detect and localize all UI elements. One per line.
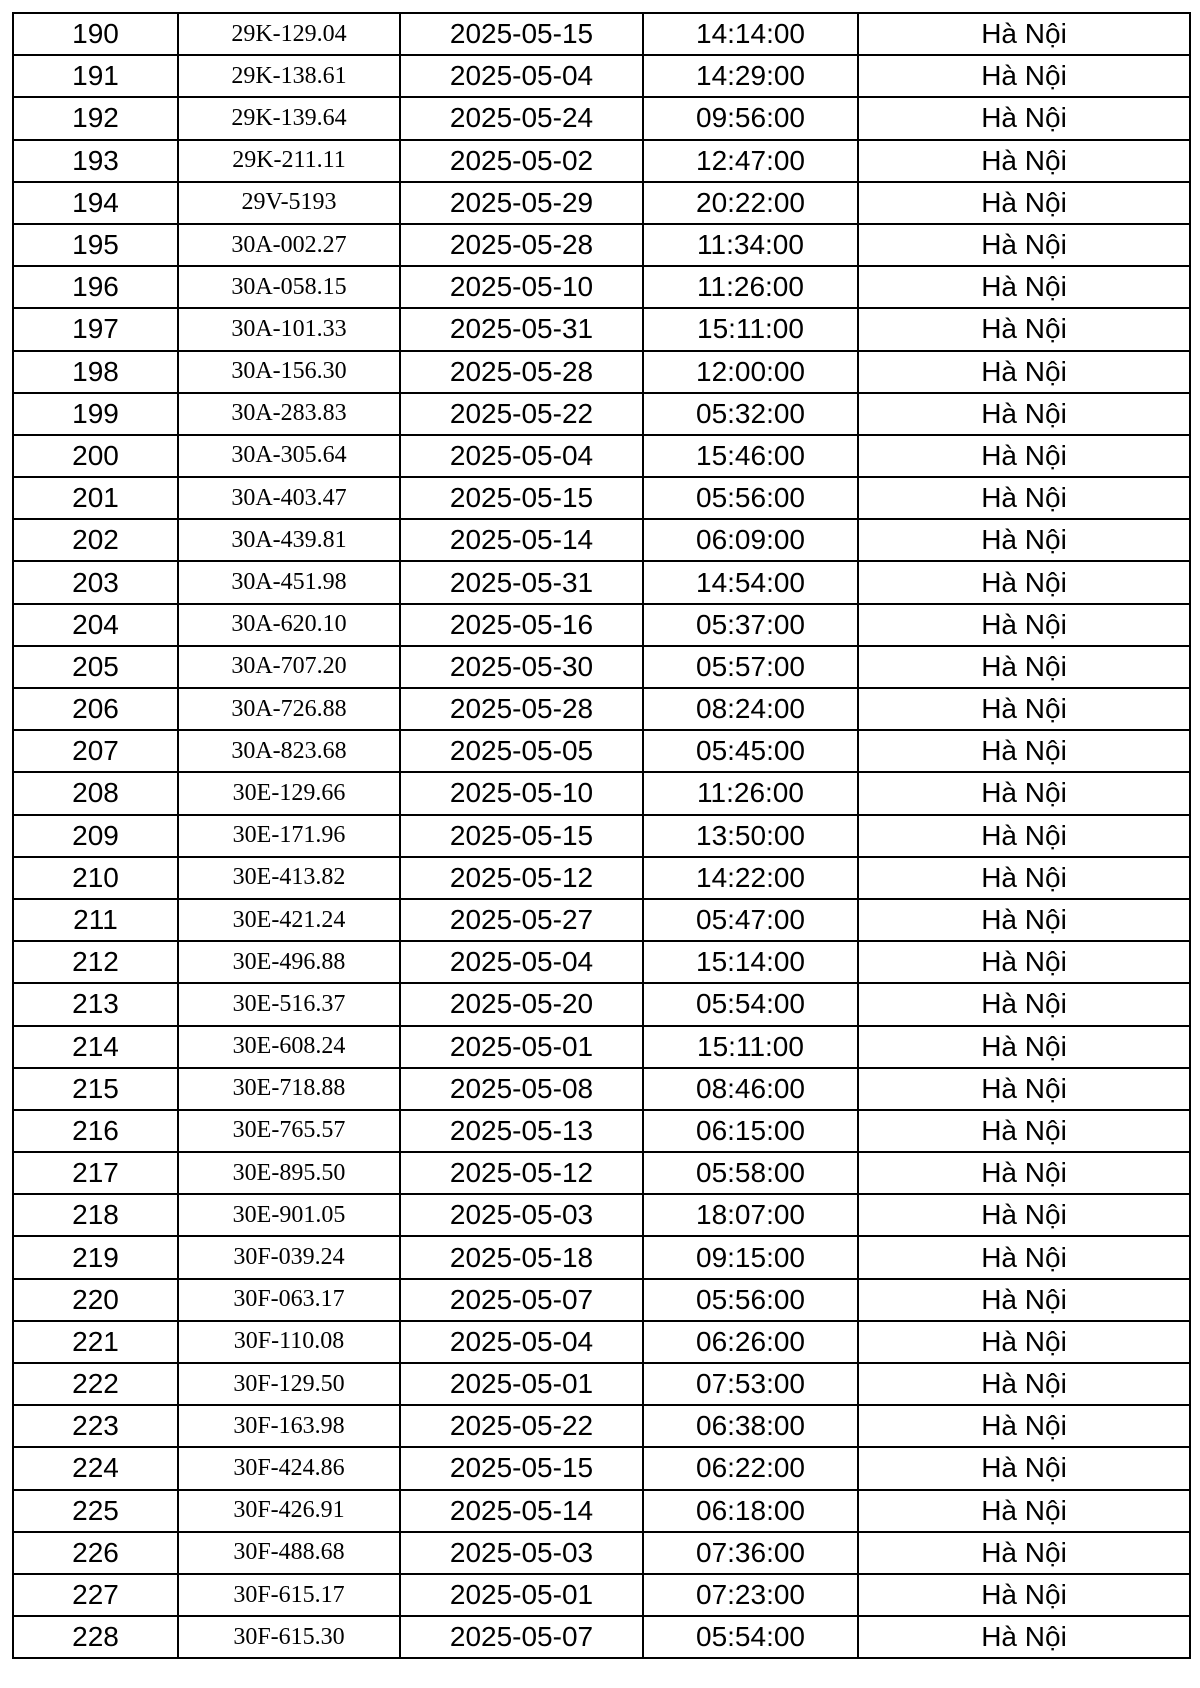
license-plate-cell: 30A-002.27 — [178, 224, 400, 266]
row-number-cell: 215 — [13, 1068, 178, 1110]
license-plate-cell: 30A-726.88 — [178, 688, 400, 730]
table-row — [13, 351, 1190, 393]
row-number-cell: 200 — [13, 435, 178, 477]
license-plate-cell: 30E-901.05 — [178, 1194, 400, 1236]
table-row — [13, 1194, 1190, 1236]
license-plate-cell: 30E-421.24 — [178, 899, 400, 941]
time-cell: 15:11:00 — [643, 308, 858, 350]
location-cell: Hà Nội — [858, 1532, 1190, 1574]
license-plate-cell: 30A-620.10 — [178, 604, 400, 646]
table-row — [13, 688, 1190, 730]
row-number-cell: 198 — [13, 351, 178, 393]
time-cell: 06:22:00 — [643, 1447, 858, 1489]
location-cell: Hà Nội — [858, 1068, 1190, 1110]
table-row — [13, 519, 1190, 561]
date-cell: 2025-05-16 — [400, 604, 643, 646]
table-row — [13, 941, 1190, 983]
location-cell: Hà Nội — [858, 55, 1190, 97]
license-plate-cell: 30E-765.57 — [178, 1110, 400, 1152]
location-cell: Hà Nội — [858, 899, 1190, 941]
location-cell: Hà Nội — [858, 1363, 1190, 1405]
license-plate-cell: 30A-156.30 — [178, 351, 400, 393]
table-row — [13, 1321, 1190, 1363]
time-cell: 05:37:00 — [643, 604, 858, 646]
location-cell: Hà Nội — [858, 1110, 1190, 1152]
table-row — [13, 730, 1190, 772]
row-number-cell: 194 — [13, 182, 178, 224]
row-number-cell: 217 — [13, 1152, 178, 1194]
time-cell: 06:15:00 — [643, 1110, 858, 1152]
row-number-cell: 208 — [13, 772, 178, 814]
license-plate-cell: 30E-895.50 — [178, 1152, 400, 1194]
date-cell: 2025-05-04 — [400, 435, 643, 477]
violations-table — [12, 12, 1191, 1659]
date-cell: 2025-05-29 — [400, 182, 643, 224]
location-cell: Hà Nội — [858, 772, 1190, 814]
date-cell: 2025-05-04 — [400, 1321, 643, 1363]
time-cell: 06:18:00 — [643, 1490, 858, 1532]
row-number-cell: 210 — [13, 857, 178, 899]
date-cell: 2025-05-24 — [400, 97, 643, 139]
table-row — [13, 1616, 1190, 1658]
row-number-cell: 222 — [13, 1363, 178, 1405]
row-number-cell: 207 — [13, 730, 178, 772]
license-plate-cell: 30A-283.83 — [178, 393, 400, 435]
location-cell: Hà Nội — [858, 393, 1190, 435]
date-cell: 2025-05-08 — [400, 1068, 643, 1110]
time-cell: 05:54:00 — [643, 1616, 858, 1658]
location-cell: Hà Nội — [858, 1026, 1190, 1068]
license-plate-cell: 30E-516.37 — [178, 983, 400, 1025]
time-cell: 05:54:00 — [643, 983, 858, 1025]
table-row — [13, 1152, 1190, 1194]
license-plate-cell: 30E-496.88 — [178, 941, 400, 983]
time-cell: 05:47:00 — [643, 899, 858, 941]
date-cell: 2025-05-28 — [400, 351, 643, 393]
license-plate-cell: 30A-403.47 — [178, 477, 400, 519]
row-number-cell: 213 — [13, 983, 178, 1025]
row-number-cell: 201 — [13, 477, 178, 519]
location-cell: Hà Nội — [858, 266, 1190, 308]
time-cell: 11:26:00 — [643, 266, 858, 308]
row-number-cell: 195 — [13, 224, 178, 266]
date-cell: 2025-05-12 — [400, 1152, 643, 1194]
table-row — [13, 899, 1190, 941]
license-plate-cell: 30E-171.96 — [178, 815, 400, 857]
table-row — [13, 1490, 1190, 1532]
row-number-cell: 228 — [13, 1616, 178, 1658]
location-cell: Hà Nội — [858, 1194, 1190, 1236]
license-plate-cell: 30A-707.20 — [178, 646, 400, 688]
location-cell: Hà Nội — [858, 308, 1190, 350]
location-cell: Hà Nội — [858, 1321, 1190, 1363]
table-row — [13, 140, 1190, 182]
location-cell: Hà Nội — [858, 519, 1190, 561]
date-cell: 2025-05-15 — [400, 477, 643, 519]
location-cell: Hà Nội — [858, 1152, 1190, 1194]
license-plate-cell: 30E-608.24 — [178, 1026, 400, 1068]
location-cell: Hà Nội — [858, 604, 1190, 646]
time-cell: 14:54:00 — [643, 561, 858, 603]
date-cell: 2025-05-15 — [400, 815, 643, 857]
table-row — [13, 13, 1190, 55]
location-cell: Hà Nội — [858, 140, 1190, 182]
time-cell: 09:15:00 — [643, 1236, 858, 1278]
table-row — [13, 1026, 1190, 1068]
location-cell: Hà Nội — [858, 1279, 1190, 1321]
row-number-cell: 227 — [13, 1574, 178, 1616]
table-row — [13, 435, 1190, 477]
date-cell: 2025-05-15 — [400, 13, 643, 55]
date-cell: 2025-05-12 — [400, 857, 643, 899]
table-row — [13, 266, 1190, 308]
row-number-cell: 224 — [13, 1447, 178, 1489]
license-plate-cell: 30A-451.98 — [178, 561, 400, 603]
date-cell: 2025-05-03 — [400, 1532, 643, 1574]
table-body — [13, 13, 1190, 1658]
time-cell: 06:09:00 — [643, 519, 858, 561]
license-plate-cell: 30A-823.68 — [178, 730, 400, 772]
license-plate-cell: 29K-138.61 — [178, 55, 400, 97]
time-cell: 08:24:00 — [643, 688, 858, 730]
license-plate-cell: 29V-5193 — [178, 182, 400, 224]
time-cell: 15:11:00 — [643, 1026, 858, 1068]
location-cell: Hà Nội — [858, 1490, 1190, 1532]
location-cell: Hà Nội — [858, 1447, 1190, 1489]
row-number-cell: 223 — [13, 1405, 178, 1447]
time-cell: 05:56:00 — [643, 1279, 858, 1321]
location-cell: Hà Nội — [858, 561, 1190, 603]
license-plate-cell: 30A-058.15 — [178, 266, 400, 308]
table-row — [13, 857, 1190, 899]
table-row — [13, 224, 1190, 266]
time-cell: 12:47:00 — [643, 140, 858, 182]
date-cell: 2025-05-15 — [400, 1447, 643, 1489]
license-plate-cell: 30A-305.64 — [178, 435, 400, 477]
row-number-cell: 219 — [13, 1236, 178, 1278]
time-cell: 13:50:00 — [643, 815, 858, 857]
table-row — [13, 1447, 1190, 1489]
row-number-cell: 205 — [13, 646, 178, 688]
location-cell: Hà Nội — [858, 182, 1190, 224]
date-cell: 2025-05-18 — [400, 1236, 643, 1278]
date-cell: 2025-05-04 — [400, 941, 643, 983]
license-plate-cell: 30F-063.17 — [178, 1279, 400, 1321]
date-cell: 2025-05-31 — [400, 308, 643, 350]
license-plate-cell: 30E-413.82 — [178, 857, 400, 899]
table-row — [13, 182, 1190, 224]
license-plate-cell: 30F-615.17 — [178, 1574, 400, 1616]
license-plate-cell: 30F-615.30 — [178, 1616, 400, 1658]
date-cell: 2025-05-10 — [400, 772, 643, 814]
time-cell: 05:58:00 — [643, 1152, 858, 1194]
table-row — [13, 772, 1190, 814]
time-cell: 14:22:00 — [643, 857, 858, 899]
location-cell: Hà Nội — [858, 857, 1190, 899]
time-cell: 05:56:00 — [643, 477, 858, 519]
row-number-cell: 193 — [13, 140, 178, 182]
date-cell: 2025-05-27 — [400, 899, 643, 941]
row-number-cell: 220 — [13, 1279, 178, 1321]
date-cell: 2025-05-04 — [400, 55, 643, 97]
location-cell: Hà Nội — [858, 983, 1190, 1025]
time-cell: 07:53:00 — [643, 1363, 858, 1405]
time-cell: 09:56:00 — [643, 97, 858, 139]
license-plate-cell: 30F-129.50 — [178, 1363, 400, 1405]
table-row — [13, 393, 1190, 435]
time-cell: 11:26:00 — [643, 772, 858, 814]
location-cell: Hà Nội — [858, 1405, 1190, 1447]
table-row — [13, 1532, 1190, 1574]
time-cell: 07:23:00 — [643, 1574, 858, 1616]
location-cell: Hà Nội — [858, 815, 1190, 857]
row-number-cell: 212 — [13, 941, 178, 983]
time-cell: 12:00:00 — [643, 351, 858, 393]
date-cell: 2025-05-13 — [400, 1110, 643, 1152]
row-number-cell: 221 — [13, 1321, 178, 1363]
date-cell: 2025-05-22 — [400, 393, 643, 435]
date-cell: 2025-05-10 — [400, 266, 643, 308]
table-row — [13, 1110, 1190, 1152]
license-plate-cell: 30F-424.86 — [178, 1447, 400, 1489]
location-cell: Hà Nội — [858, 1236, 1190, 1278]
table-row — [13, 604, 1190, 646]
location-cell: Hà Nội — [858, 646, 1190, 688]
license-plate-cell: 30E-129.66 — [178, 772, 400, 814]
license-plate-cell: 30E-718.88 — [178, 1068, 400, 1110]
row-number-cell: 218 — [13, 1194, 178, 1236]
row-number-cell: 202 — [13, 519, 178, 561]
row-number-cell: 209 — [13, 815, 178, 857]
license-plate-cell: 30F-110.08 — [178, 1321, 400, 1363]
date-cell: 2025-05-01 — [400, 1026, 643, 1068]
location-cell: Hà Nội — [858, 435, 1190, 477]
location-cell: Hà Nội — [858, 1616, 1190, 1658]
location-cell: Hà Nội — [858, 688, 1190, 730]
row-number-cell: 192 — [13, 97, 178, 139]
row-number-cell: 216 — [13, 1110, 178, 1152]
row-number-cell: 197 — [13, 308, 178, 350]
table-row — [13, 477, 1190, 519]
location-cell: Hà Nội — [858, 224, 1190, 266]
date-cell: 2025-05-22 — [400, 1405, 643, 1447]
table-row — [13, 308, 1190, 350]
table-row — [13, 815, 1190, 857]
time-cell: 15:14:00 — [643, 941, 858, 983]
row-number-cell: 214 — [13, 1026, 178, 1068]
time-cell: 05:32:00 — [643, 393, 858, 435]
table-row — [13, 1279, 1190, 1321]
row-number-cell: 225 — [13, 1490, 178, 1532]
table-row — [13, 1574, 1190, 1616]
time-cell: 07:36:00 — [643, 1532, 858, 1574]
table-row — [13, 1068, 1190, 1110]
row-number-cell: 191 — [13, 55, 178, 97]
table-row — [13, 1405, 1190, 1447]
license-plate-cell: 29K-129.04 — [178, 13, 400, 55]
row-number-cell: 226 — [13, 1532, 178, 1574]
table-row — [13, 55, 1190, 97]
row-number-cell: 204 — [13, 604, 178, 646]
date-cell: 2025-05-14 — [400, 519, 643, 561]
time-cell: 05:57:00 — [643, 646, 858, 688]
table-row — [13, 646, 1190, 688]
date-cell: 2025-05-02 — [400, 140, 643, 182]
time-cell: 06:26:00 — [643, 1321, 858, 1363]
license-plate-cell: 30A-101.33 — [178, 308, 400, 350]
location-cell: Hà Nội — [858, 941, 1190, 983]
date-cell: 2025-05-03 — [400, 1194, 643, 1236]
time-cell: 08:46:00 — [643, 1068, 858, 1110]
time-cell: 15:46:00 — [643, 435, 858, 477]
table-row — [13, 1363, 1190, 1405]
time-cell: 14:14:00 — [643, 13, 858, 55]
date-cell: 2025-05-31 — [400, 561, 643, 603]
license-plate-cell: 29K-211.11 — [178, 140, 400, 182]
license-plate-cell: 30A-439.81 — [178, 519, 400, 561]
time-cell: 05:45:00 — [643, 730, 858, 772]
date-cell: 2025-05-07 — [400, 1279, 643, 1321]
license-plate-cell: 30F-426.91 — [178, 1490, 400, 1532]
row-number-cell: 203 — [13, 561, 178, 603]
row-number-cell: 199 — [13, 393, 178, 435]
row-number-cell: 190 — [13, 13, 178, 55]
row-number-cell: 206 — [13, 688, 178, 730]
location-cell: Hà Nội — [858, 1574, 1190, 1616]
license-plate-cell: 30F-488.68 — [178, 1532, 400, 1574]
location-cell: Hà Nội — [858, 97, 1190, 139]
time-cell: 18:07:00 — [643, 1194, 858, 1236]
date-cell: 2025-05-20 — [400, 983, 643, 1025]
date-cell: 2025-05-01 — [400, 1574, 643, 1616]
date-cell: 2025-05-14 — [400, 1490, 643, 1532]
date-cell: 2025-05-28 — [400, 224, 643, 266]
date-cell: 2025-05-07 — [400, 1616, 643, 1658]
location-cell: Hà Nội — [858, 730, 1190, 772]
row-number-cell: 196 — [13, 266, 178, 308]
location-cell: Hà Nội — [858, 351, 1190, 393]
time-cell: 20:22:00 — [643, 182, 858, 224]
location-cell: Hà Nội — [858, 477, 1190, 519]
date-cell: 2025-05-28 — [400, 688, 643, 730]
time-cell: 11:34:00 — [643, 224, 858, 266]
location-cell: Hà Nội — [858, 13, 1190, 55]
table-row — [13, 561, 1190, 603]
time-cell: 06:38:00 — [643, 1405, 858, 1447]
table-row — [13, 1236, 1190, 1278]
table-row — [13, 97, 1190, 139]
date-cell: 2025-05-05 — [400, 730, 643, 772]
license-plate-cell: 29K-139.64 — [178, 97, 400, 139]
row-number-cell: 211 — [13, 899, 178, 941]
table-row — [13, 983, 1190, 1025]
license-plate-cell: 30F-163.98 — [178, 1405, 400, 1447]
time-cell: 14:29:00 — [643, 55, 858, 97]
date-cell: 2025-05-30 — [400, 646, 643, 688]
date-cell: 2025-05-01 — [400, 1363, 643, 1405]
license-plate-cell: 30F-039.24 — [178, 1236, 400, 1278]
